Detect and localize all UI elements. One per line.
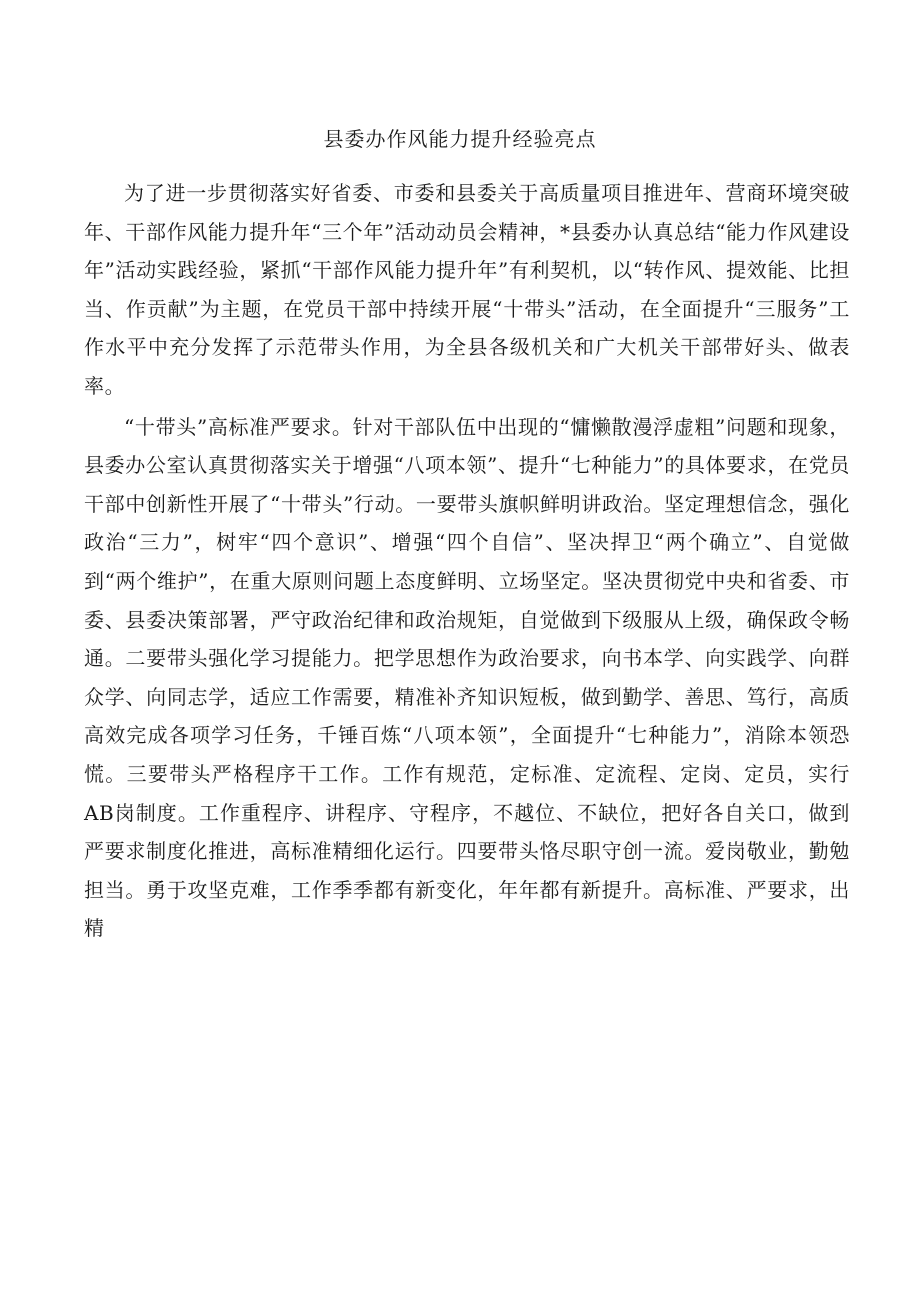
paragraph-ten-leads: “十带头”高标准严要求。针对干部队伍中出现的“慵懒散漫浮虚粗”问题和现象，县委办公室认真贯彻落实关于增强“八项本领”、提升“七种能力”的具体要求，在党员干部中创新性开展了“十带头”行动。一要带头旗帜鲜明讲政治。坚定理想信念，强化政治“三力”，树牢“四个意识”、增强“四个自信”、坚决捍卫“两个确立”、自觉做到“两个维护”，在重大原则问题上态度鲜明、立场坚定。坚决贯彻党中央和省委、市委、县委决策部署，严守政治纪律和政治规矩，自觉做到下级服从上级，确保政令畅通。二要带头强化学习提能力。把学思想作为政治要求，向书本学、向实践学、向群众学、向同志学，适应工作需要，精准补齐知识短板，做到勤学、善思、笃行，高质高效完成各项学习任务，千锤百炼“八项本领”，全面提升“七种能力”，消除本领恐慌。三要带头严格程序干工作。工作有规范，定标准、定流程、定岗、定员，实行AB岗制度。工作重程序、讲程序、守程序，不越位、不缺位，把好各自关口，做到严要求制度化推进，高标准精细化运行。四要带头恪尽职守创一流。爱岗敬业，勤勉担当。勇于攻坚克难，工作季季都有新变化，年年都有新提升。高标准、严要求，出精	[84, 414, 850, 941]
paragraph-intro: 为了进一步贯彻落实好省委、市委和县委关于高质量项目推进年、营商环境突破年、干部作风能力提升年“三个年”活动动员会精神，*县委办认真总结“能力作风建设年”活动实践经验，紧抓“干部作风能力提升年”有利契机，以“转作风、提效能、比担当、作贡献”为主题，在党员干部中持续开展“十带头”活动，在全面提升“三服务”工作水平中充分发挥了示范带头作用，为全县各级机关和广大机关干部带好头、做表率。	[84, 181, 850, 398]
document-body	[84, 174, 850, 948]
document-title: 县委办作风能力提升经验亮点	[323, 127, 597, 151]
